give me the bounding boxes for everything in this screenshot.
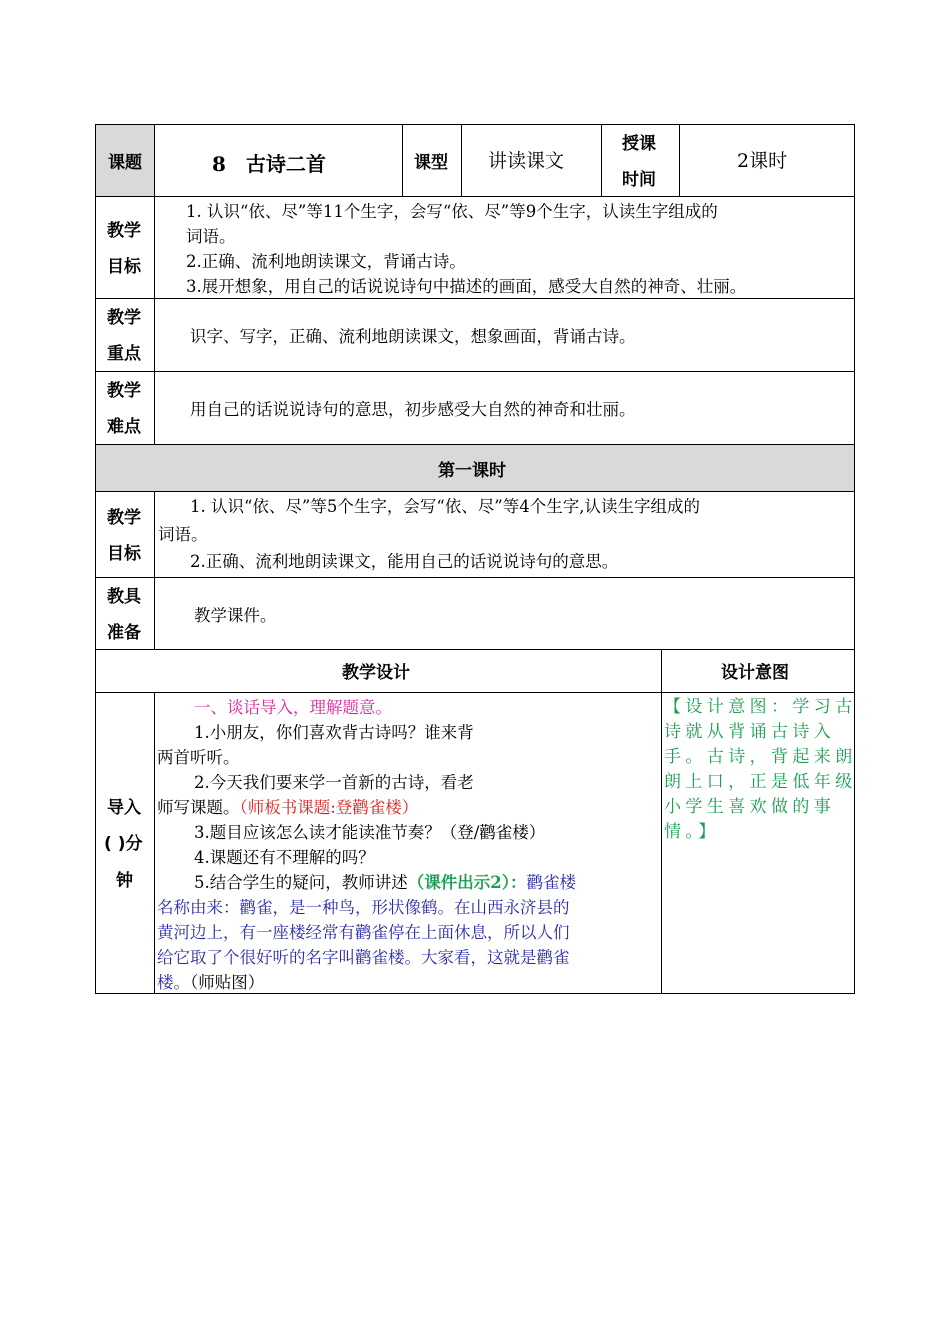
intro-label-2: ( )分: [104, 834, 143, 854]
courseware-text-3: 黄河边上，有一座楼经常有鹳雀停在上面休息，所以人们: [157, 923, 570, 942]
tools-label-2: 准备: [107, 623, 141, 643]
objective-1-cont: 词语。: [186, 227, 236, 246]
key-points-text: 识字、写字，正确、流利地朗读课文，想象画面，背诵古诗。: [190, 327, 636, 346]
courseware-text-4: 给它取了个很好听的名字叫鹳雀楼。大家看，这就是鹳雀: [157, 948, 570, 967]
objective-3: 3.展开想象，用自己的话说说诗句中描述的画面，感受大自然的神奇、壮丽。: [186, 277, 747, 296]
intro-heading: 一、谈话导入，理解题意。: [194, 698, 392, 717]
difficulties-label-2: 难点: [107, 417, 141, 437]
courseware-text-2: 名称由来：鹳雀，是一种鸟，形状像鹤。在山西永济县的: [157, 898, 570, 917]
rationale-line-5: 小学生喜欢做的事: [664, 797, 836, 817]
class-time-label-1: 授课: [622, 134, 656, 154]
intro-q5-line: [194, 870, 576, 895]
class-time-label-2: 时间: [622, 170, 656, 190]
courseware-text-1: 鹳雀楼: [526, 873, 576, 892]
objectives-label-2: 目标: [107, 257, 141, 277]
rationale-line-2: 诗就从背诵古诗入: [664, 722, 836, 742]
period1-objective-1: 1. 认识“依、尽”等5个生字，会写“依、尽”等4个生字,认读生字组成的: [190, 497, 700, 516]
lesson-title: 8 古诗二首: [212, 152, 326, 176]
lesson-type-value: 讲读课文: [488, 150, 565, 172]
tools-label-1: 教具: [107, 587, 141, 607]
intro-label-1: 导入: [107, 798, 141, 818]
difficulties-label-1: 教学: [107, 381, 141, 401]
board-note: （师板书课题:登鹳雀楼）: [239, 798, 419, 817]
difficulties-text: 用自己的话说说诗句的意思，初步感受大自然的神奇和壮丽。: [190, 400, 636, 419]
intro-q2-line: [157, 795, 418, 820]
rationale-line-6: 情。】: [664, 822, 720, 842]
section-title: 第一课时: [438, 461, 506, 481]
tools-text: 教学课件。: [194, 606, 277, 625]
intro-q3: 3.题目应该怎么读才能读准节奏？（登/鹳雀楼）: [194, 823, 546, 842]
rationale-line-1: 【设计意图：学习古: [664, 697, 857, 717]
period1-objectives-label-1: 教学: [107, 508, 141, 528]
rationale-line-3: 手。古诗，背起来朗: [664, 747, 857, 767]
teacher-action: （师贴图）: [190, 973, 265, 992]
intro-q5: 5.结合学生的疑问，教师讲述: [194, 873, 408, 892]
period1-objectives-label-2: 目标: [107, 544, 141, 564]
intro-q1: 1.小朋友，你们喜欢背古诗吗？谁来背: [194, 723, 474, 742]
period1-objective-1-cont: 词语。: [158, 525, 208, 544]
objectives-label-1: 教学: [107, 221, 141, 241]
courseware-text-5: 楼。: [157, 973, 190, 992]
rationale-line-4: 朗上口，正是低年级: [664, 772, 857, 792]
lesson-label: 课题: [108, 153, 142, 173]
key-points-label-1: 教学: [107, 308, 141, 328]
rationale-header: 设计意图: [721, 663, 789, 683]
intro-q2-cont: 师写课题。: [157, 798, 240, 817]
design-header: 教学设计: [342, 663, 410, 683]
courseware-note: （课件出示2）：: [407, 873, 527, 892]
intro-q2: 2.今天我们要来学一首新的古诗，看老: [194, 773, 474, 792]
intro-q1-cont: 两首听听。: [157, 748, 240, 767]
period1-objective-2: 2.正确、流利地朗读课文，能用自己的话说说诗句的意思。: [190, 552, 619, 571]
intro-q4: 4.课题还有不理解的吗？: [194, 848, 375, 867]
objective-2: 2.正确、流利地朗读课文，背诵古诗。: [186, 252, 466, 271]
class-time-value: 2课时: [737, 150, 788, 172]
intro-label-3: 钟: [116, 871, 133, 891]
objective-1: 1. 认识“依、尽”等11个生字，会写“依、尽”等9个生字，认读生字组成的: [186, 202, 718, 221]
lesson-type-label: 课型: [414, 153, 448, 173]
intro-q5-end-line: [157, 970, 264, 995]
key-points-label-2: 重点: [107, 344, 141, 364]
